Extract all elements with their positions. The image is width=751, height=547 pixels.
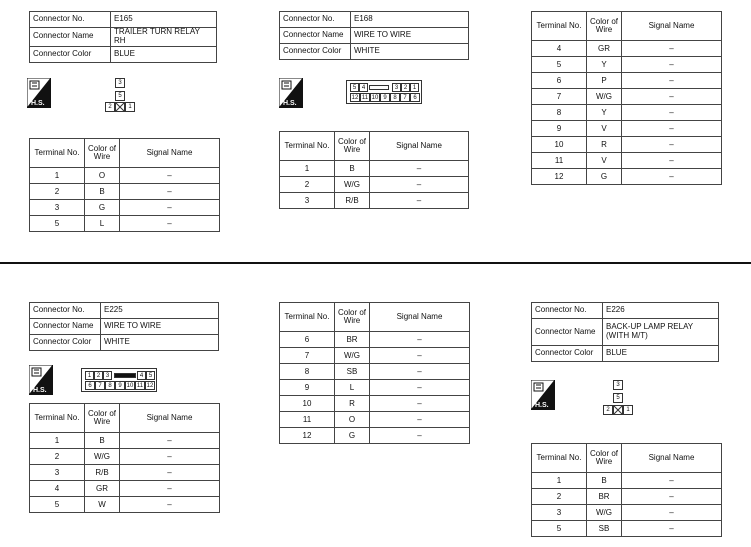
table-row: 6 P – xyxy=(532,73,722,89)
lock-tab xyxy=(114,373,136,378)
info-label: Connector No. xyxy=(532,303,603,319)
table-row: 11 V – xyxy=(532,153,722,169)
table-row: 5 Y – xyxy=(532,57,722,73)
info-value: E226 xyxy=(603,303,719,319)
pin: 1 xyxy=(125,102,135,112)
pin: 5 xyxy=(146,371,155,380)
lock-tab xyxy=(369,85,389,90)
pin: 7 xyxy=(400,93,410,102)
table-row: 4 GR – xyxy=(30,481,220,497)
info-value: TRAILER TURN RELAY RH xyxy=(111,28,217,47)
terminal-table-e168-cont xyxy=(531,11,722,185)
table-row: 7 W/G – xyxy=(532,89,722,105)
col-signal: Signal Name xyxy=(120,139,220,168)
pin: 2 xyxy=(105,102,115,112)
col-terminal: Terminal No. xyxy=(30,139,85,168)
connector-info-e225 xyxy=(29,302,219,351)
info-value: BLUE xyxy=(111,46,217,62)
pin: 1 xyxy=(623,405,633,415)
pin: 1 xyxy=(410,83,419,92)
pin-blocked xyxy=(115,102,125,112)
info-label: Connector Color xyxy=(30,46,111,62)
info-value: WIRE TO WIRE xyxy=(101,319,219,335)
pin: 6 xyxy=(410,93,420,102)
table-row: 11 O – xyxy=(280,412,470,428)
table-row: 3 R/B – xyxy=(30,465,220,481)
col-color: Color of Wire xyxy=(335,303,370,332)
pin: 9 xyxy=(380,93,390,102)
pin: 10 xyxy=(126,383,134,389)
connector-face-e226 xyxy=(600,380,636,418)
connector-face-e165 xyxy=(103,78,135,114)
info-label: Connector No. xyxy=(280,12,351,28)
col-signal: Signal Name xyxy=(120,404,220,433)
table-row: 1 O – xyxy=(30,168,220,184)
pin: 7 xyxy=(95,381,105,390)
info-label: Connector No. xyxy=(30,12,111,28)
terminal-table-e226 xyxy=(531,443,722,537)
pin: 4 xyxy=(359,83,368,92)
table-row: 2 B – xyxy=(30,184,220,200)
pin: 6 xyxy=(85,381,95,390)
harness-side-icon xyxy=(29,365,53,395)
table-row: 9 L – xyxy=(280,380,470,396)
info-label: Connector Color xyxy=(280,44,351,60)
col-signal: Signal Name xyxy=(370,132,469,161)
info-label: Connector No. xyxy=(30,303,101,319)
table-row: 7 W/G – xyxy=(280,348,470,364)
hs-label: H.S. xyxy=(283,100,297,107)
table-row: 6 BR – xyxy=(280,332,470,348)
col-signal: Signal Name xyxy=(370,303,470,332)
table-row: 5 W – xyxy=(30,497,220,513)
section-divider xyxy=(0,262,751,264)
table-row: 9 V – xyxy=(532,121,722,137)
pin: 9 xyxy=(115,381,125,390)
pin: 2 xyxy=(603,405,613,415)
info-label: Connector Name xyxy=(30,319,101,335)
info-value: BLUE xyxy=(603,346,719,362)
pin: 1 xyxy=(85,371,94,380)
col-signal: Signal Name xyxy=(622,444,722,473)
pin: 3 xyxy=(115,78,125,88)
hs-label: H.S. xyxy=(535,402,549,409)
pin: 3 xyxy=(392,83,401,92)
col-color: Color of Wire xyxy=(85,139,120,168)
connector-info-e226 xyxy=(531,302,719,362)
pin: 2 xyxy=(401,83,410,92)
info-value: E165 xyxy=(111,12,217,28)
terminal-table-e168 xyxy=(279,131,469,209)
table-row: 12 G – xyxy=(280,428,470,444)
connector-face-e168 xyxy=(346,80,422,104)
table-row: 2 W/G – xyxy=(30,449,220,465)
harness-side-icon xyxy=(531,380,555,410)
info-label: Connector Color xyxy=(532,346,603,362)
pin: 5 xyxy=(613,393,623,403)
pin: 11 xyxy=(361,95,369,101)
info-value: E225 xyxy=(101,303,219,319)
pin: 3 xyxy=(613,380,623,390)
pin: 5 xyxy=(350,83,359,92)
col-terminal: Terminal No. xyxy=(532,12,587,41)
col-terminal: Terminal No. xyxy=(280,303,335,332)
table-row: 5 L – xyxy=(30,216,220,232)
col-color: Color of Wire xyxy=(85,404,120,433)
info-value: WHITE xyxy=(351,44,469,60)
pin: 8 xyxy=(390,93,400,102)
info-label: Connector Name xyxy=(30,28,111,47)
col-color: Color of Wire xyxy=(587,12,622,41)
info-label: Connector Name xyxy=(280,28,351,44)
table-row: 1 B – xyxy=(532,473,722,489)
table-row: 8 Y – xyxy=(532,105,722,121)
hs-label: H.S. xyxy=(31,100,45,107)
terminal-table-e225 xyxy=(29,403,220,513)
pin: 3 xyxy=(103,371,112,380)
info-value: WIRE TO WIRE xyxy=(351,28,469,44)
table-row: 1 B – xyxy=(280,161,469,177)
pin: 8 xyxy=(105,381,115,390)
table-row: 4 GR – xyxy=(532,41,722,57)
info-value: BACK-UP LAMP RELAY (WITH M/T) xyxy=(603,319,719,346)
info-value: E168 xyxy=(351,12,469,28)
col-terminal: Terminal No. xyxy=(30,404,85,433)
pin: 5 xyxy=(115,91,125,101)
info-label: Connector Color xyxy=(30,335,101,351)
pin: 10 xyxy=(371,95,379,101)
pin: 11 xyxy=(136,383,144,389)
table-row: 8 SB – xyxy=(280,364,470,380)
pin: 12 xyxy=(351,95,359,101)
pin-blocked xyxy=(613,405,623,415)
table-row: 3 G – xyxy=(30,200,220,216)
col-terminal: Terminal No. xyxy=(532,444,587,473)
table-row: 10 R – xyxy=(280,396,470,412)
table-row: 2 BR – xyxy=(532,489,722,505)
col-color: Color of Wire xyxy=(587,444,622,473)
pin: 12 xyxy=(146,383,154,389)
terminal-table-e225-cont xyxy=(279,302,470,444)
col-color: Color of Wire xyxy=(335,132,370,161)
pin: 2 xyxy=(94,371,103,380)
table-row: 12 G – xyxy=(532,169,722,185)
table-row: 10 R – xyxy=(532,137,722,153)
table-row: 5 SB – xyxy=(532,521,722,537)
table-row: 3 W/G – xyxy=(532,505,722,521)
info-label: Connector Name xyxy=(532,319,603,346)
terminal-table-e165 xyxy=(29,138,220,232)
col-terminal: Terminal No. xyxy=(280,132,335,161)
table-row: 1 B – xyxy=(30,433,220,449)
connector-info-e168 xyxy=(279,11,469,60)
info-value: WHITE xyxy=(101,335,219,351)
col-signal: Signal Name xyxy=(622,12,722,41)
table-row: 2 W/G – xyxy=(280,177,469,193)
table-row: 3 R/B – xyxy=(280,193,469,209)
hs-label: H.S. xyxy=(33,387,47,394)
connector-info-e165 xyxy=(29,11,217,63)
connector-face-e225 xyxy=(81,368,157,392)
harness-side-icon xyxy=(27,78,51,108)
harness-side-icon xyxy=(279,78,303,108)
pin: 4 xyxy=(137,371,146,380)
